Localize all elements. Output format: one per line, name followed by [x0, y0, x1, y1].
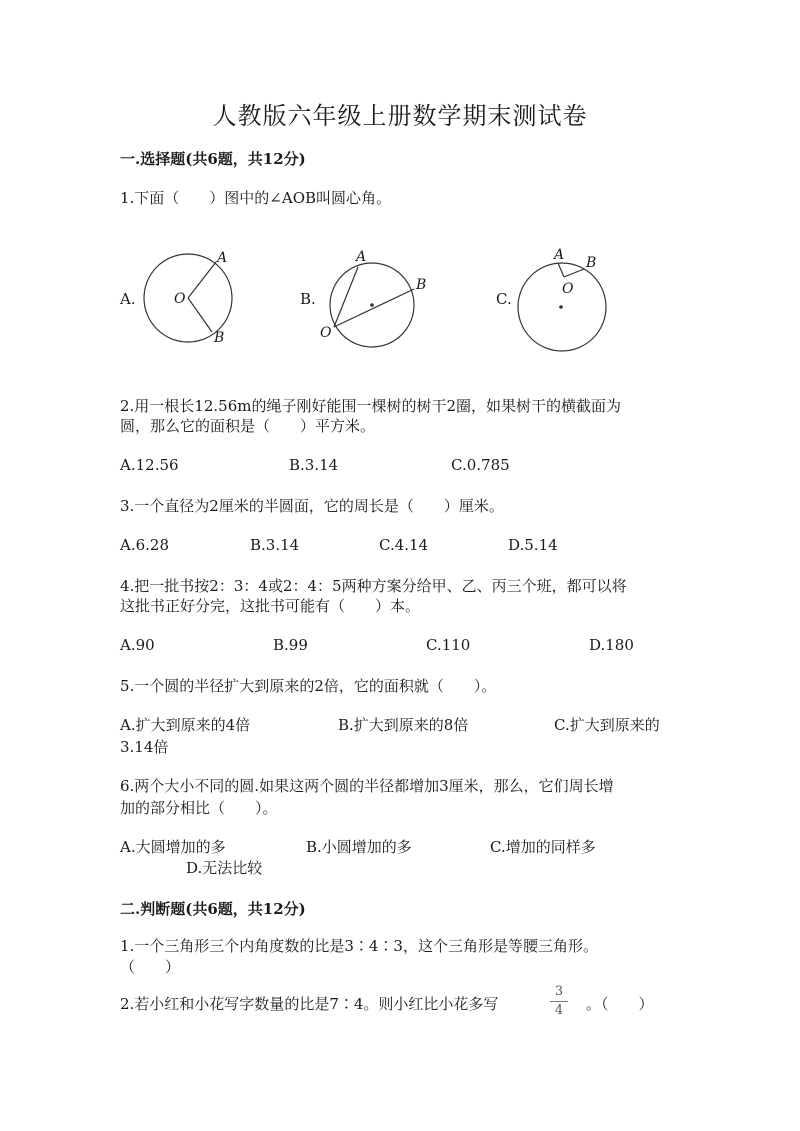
- figure-a-point-b: B: [214, 330, 225, 346]
- page-title: 人教版六年级上册数学期末测试卷: [212, 102, 588, 130]
- question-2-line1: 2.用一根长12.56m的绳子刚好能围一棵树的树干2圈，如果树干的横截面为: [120, 397, 622, 415]
- question-6-option-b: B.小圆增加的多: [306, 838, 412, 856]
- figure-a-point-a: A: [217, 250, 228, 266]
- section-heading-choice: 一.选择题(共6题，共12分): [120, 150, 306, 168]
- figure-c-point-b: B: [586, 255, 597, 271]
- question-6-option-c: C.增加的同样多: [490, 838, 596, 856]
- question-5-text: 5.一个圆的半径扩大到原来的2倍，它的面积就（ ）。: [120, 677, 497, 695]
- judge-question-2-answer-blank: 。（ ）: [586, 995, 654, 1013]
- judge-question-2-fraction: [548, 984, 570, 1019]
- judge-question-1-line1: 1.一个三角形三个内角度数的比是3∶4∶3，这个三角形是等腰三角形。: [120, 937, 598, 955]
- figure-b-circle-diagram: [318, 245, 430, 357]
- question-4-option-c: C.110: [426, 636, 471, 654]
- judge-question-2-text: 2.若小红和小花写字数量的比是7∶4。则小红比小花多写: [120, 995, 499, 1013]
- question-2-option-a: A.12.56: [120, 456, 179, 474]
- question-2-line2: 圆，那么它的面积是（ ）平方米。: [120, 417, 376, 435]
- question-3-option-d: D.5.14: [508, 536, 558, 554]
- question-6-line1: 6.两个大小不同的圆.如果这两个圆的半径都增加3厘米，那么，它们周长增: [120, 777, 614, 795]
- section-heading-true-false: 二.判断题(共6题，共12分): [120, 900, 306, 918]
- judge-question-1-answer-blank: （ ）: [120, 958, 181, 976]
- figure-b-label: B.: [300, 290, 316, 308]
- question-3-option-a: A.6.28: [120, 536, 169, 554]
- figure-b-point-b: B: [416, 277, 427, 293]
- question-3-option-c: C.4.14: [379, 536, 429, 554]
- question-5-option-b: B.扩大到原来的8倍: [338, 716, 469, 734]
- question-1-text: 1.下面（ ）图中的∠AOB叫圆心角。: [120, 189, 392, 207]
- figure-c-point-o: O: [562, 281, 574, 297]
- fraction-numerator: 3: [554, 984, 564, 999]
- question-3-option-b: B.3.14: [250, 536, 300, 554]
- question-3-text: 3.一个直径为2厘米的半圆面，它的周长是（ ）厘米。: [120, 497, 504, 515]
- fraction-bar: [550, 1001, 568, 1002]
- figure-a-point-o: O: [174, 291, 186, 307]
- figure-b-point-a: A: [356, 249, 367, 265]
- question-5-option-a: A.扩大到原来的4倍: [120, 716, 251, 734]
- question-4-option-b: B.99: [273, 636, 308, 654]
- figure-b-point-o: O: [320, 325, 332, 341]
- question-2-option-b: B.3.14: [289, 456, 339, 474]
- question-4-line2: 这批书正好分完，这批书可能有（ ）本。: [120, 597, 421, 615]
- question-6-option-d: D.无法比较: [186, 859, 263, 877]
- figure-c-point-a: A: [554, 247, 565, 263]
- figure-c-label: C.: [496, 290, 512, 308]
- figure-a-label: A.: [120, 290, 136, 308]
- figure-c-circle-diagram: [510, 245, 616, 357]
- question-4-line1: 4.把一批书按2：3：4或2：4：5两种方案分给甲、乙、丙三个班，都可以将: [120, 577, 627, 595]
- question-6-option-a: A.大圆增加的多: [120, 838, 226, 856]
- question-2-option-c: C.0.785: [451, 456, 510, 474]
- question-5-option-c-continued: 3.14倍: [120, 738, 169, 756]
- figure-a-circle-diagram: [140, 248, 250, 348]
- fraction-denominator: 4: [554, 1003, 564, 1018]
- question-5-option-c: C.扩大到原来的: [554, 716, 660, 734]
- question-4-option-a: A.90: [120, 636, 155, 654]
- question-6-line2: 加的部分相比（ ）。: [120, 799, 278, 817]
- question-4-option-d: D.180: [589, 636, 634, 654]
